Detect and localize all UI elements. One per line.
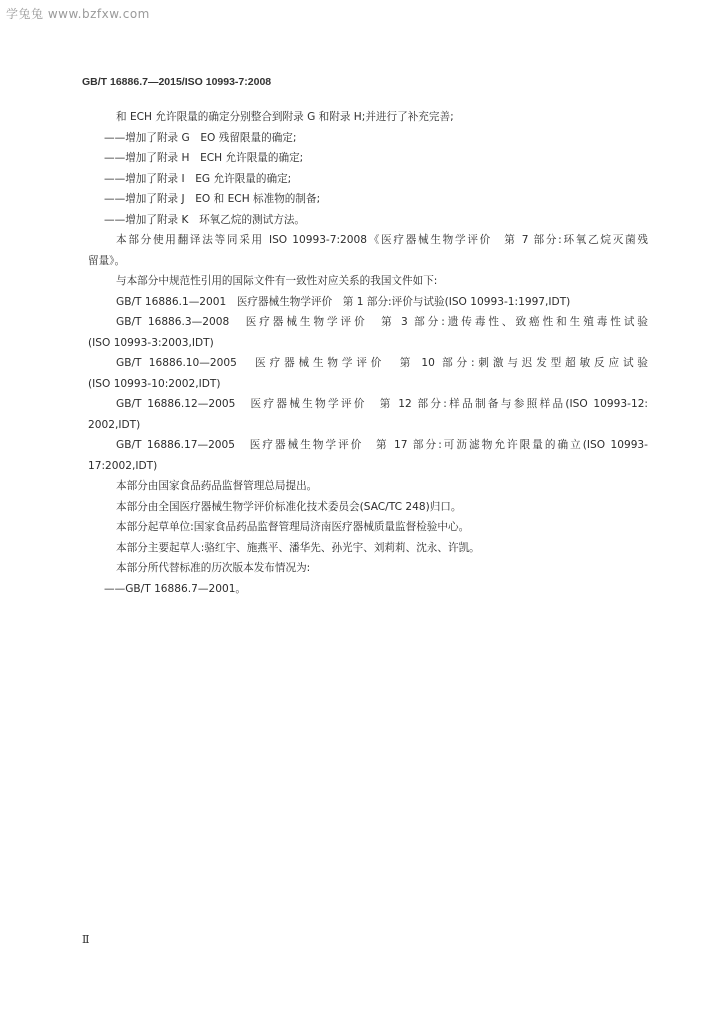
reference-line: GB/T 16886.17—2005 医疗器械生物学评价 第 17 部分:可沥滤物允许限量的确立(ISO 10993- <box>116 439 648 451</box>
text-line: 本部分由国家食品药品监督管理总局提出。 <box>116 480 318 492</box>
text-line: 本部分起草单位:国家食品药品监督管理局济南医疗器械质量监督检验中心。 <box>116 521 470 533</box>
watermark: 学兔兔 www.bzfxw.com <box>6 7 150 21</box>
reference-line: GB/T 16886.12—2005 医疗器械生物学评价 第 12 部分:样品制备与参照样品(ISO 10993-12: <box>116 398 648 410</box>
reference-line: (ISO 10993-3:2003,IDT) <box>88 336 214 349</box>
reference-line: (ISO 10993-10:2002,IDT) <box>88 377 221 390</box>
text-line: 本部分主要起草人:骆红宇、施燕平、潘华先、孙光宇、刘莉莉、沈永、许凯。 <box>116 541 480 554</box>
list-item: ——增加了附录 K 环氧乙烷的测试方法。 <box>104 213 306 226</box>
list-item: ——增加了附录 G EO 残留限量的确定; <box>104 131 297 144</box>
text-line: 和 ECH 允许限量的确定分别整合到附录 G 和附录 H;并进行了补充完善; <box>116 111 454 123</box>
text-line: 本部分使用翻译法等同采用 ISO 10993-7:2008《医疗器械生物学评价 第 7 部分:环氧乙烷灭菌残 <box>116 234 648 246</box>
reference-line: 2002,IDT) <box>88 418 141 431</box>
text-line: 与本部分中规范性引用的国际文件有一致性对应关系的我国文件如下: <box>116 275 438 287</box>
reference-line: GB/T 16886.1—2001 医疗器械生物学评价 第 1 部分:评价与试验(ISO 10993-1:1997,IDT) <box>116 295 571 308</box>
text-line: 本部分由全国医疗器械生物学评价标准化技术委员会(SAC/TC 248)归口。 <box>116 500 462 513</box>
page-number: Ⅱ <box>82 933 90 946</box>
reference-line: GB/T 16886.3—2008 医疗器械生物学评价 第 3 部分:遗传毒性、致癌性和生殖毒性试验 <box>116 316 648 328</box>
list-item: ——增加了附录 I EG 允许限量的确定; <box>104 172 292 185</box>
standard-header: GB/T 16886.7—2015/ISO 10993-7:2008 <box>82 76 272 88</box>
text-line: 本部分所代替标准的历次版本发布情况为: <box>116 562 311 574</box>
reference-line: GB/T 16886.10—2005 医疗器械生物学评价 第 10 部分:刺激与迟发型超敏反应试验 <box>116 357 648 369</box>
reference-line: 17:2002,IDT) <box>88 459 158 472</box>
list-item: ——增加了附录 J EO 和 ECH 标准物的制备; <box>104 193 321 205</box>
foreword-body <box>88 107 648 599</box>
text-line: 留量》。 <box>88 254 126 267</box>
list-item: ——GB/T 16886.7—2001。 <box>104 582 247 595</box>
list-item: ——增加了附录 H ECH 允许限量的确定; <box>104 152 304 164</box>
